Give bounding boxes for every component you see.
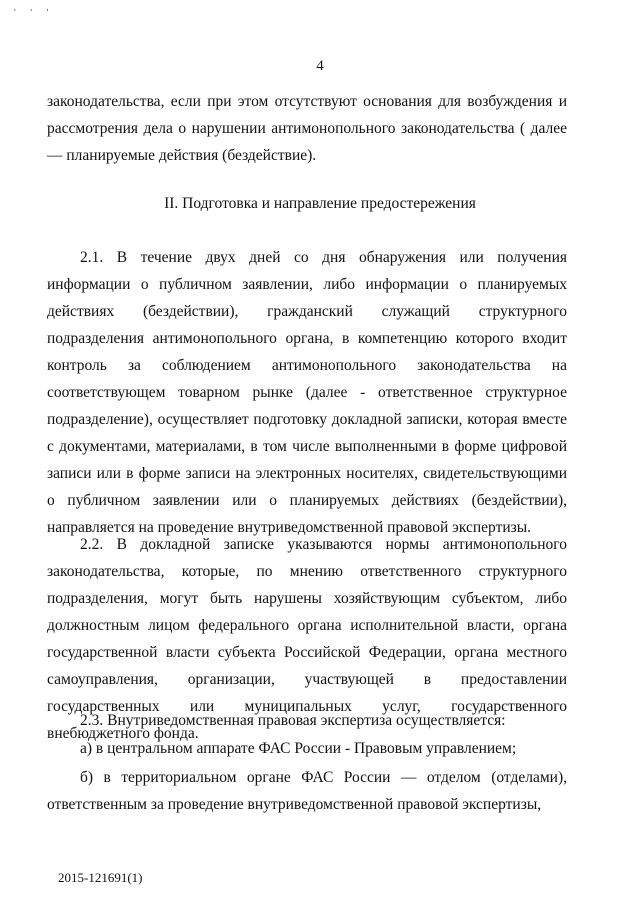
paragraph-2-3-a: а) в центральном аппарате ФАС России - Правовым управлением; — [80, 740, 517, 757]
scan-specks: ' ' ' — [14, 8, 55, 19]
paragraph-2-1: 2.1. В течение двух дней со дня обнаружения или получения информации о публичном заявлении, либо информации о планируемых действиях (бездействии), гражданский служащий структурного подразделения антимонопольного органа, в компетенцию которого входит контроль за соблюдением антимонопольного законодательства на соответствующем товарном рынке (далее - ответственное структурное подразделение), осуществляет подготовку докладной записки, которая вместе с документами, материалами, в том числе выполненными в форме цифровой записи или в форме записи на электронных носителях, свидетельствующими о публичном заявлении или о планируемых действиях (бездействии), направляется на проведение внутриведомственной правовой экспертизы. — [47, 249, 567, 536]
page-number: 4 — [316, 58, 324, 74]
document-code: 2015-121691(1) — [58, 870, 143, 885]
section-heading: II. Подготовка и направление предостережения — [164, 195, 476, 212]
paragraph-2-3: 2.3. Внутриведомственная правовая экспертиза осуществляется: — [80, 712, 506, 729]
paragraph-continuation: законодательства, если при этом отсутствуют основания для возбуждения и рассмотрения дела о нарушении антимонопольного законодательства ( далее — планируемые действия (бездействие). — [47, 93, 567, 164]
paragraph-2-3-b: б) в территориальном органе ФАС России — отделом (отделами), ответственным за проведение внутриведомственной правовой экспертизы, — [47, 769, 567, 813]
paragraph-2-2: 2.2. В докладной записке указываются нормы антимонопольного законодательства, которые, по мнению ответственного структурного подразделения, могут быть нарушены хозяйствующим субъектом, либо должностным лицом федерального органа исполнительной власти, органа государственной власти субъекта Российской Федерации, органа местного самоуправления, организации, участвующей в предоставлении государственных или муниципальных услуг, государственного внебюджетного фонда. — [47, 536, 567, 742]
